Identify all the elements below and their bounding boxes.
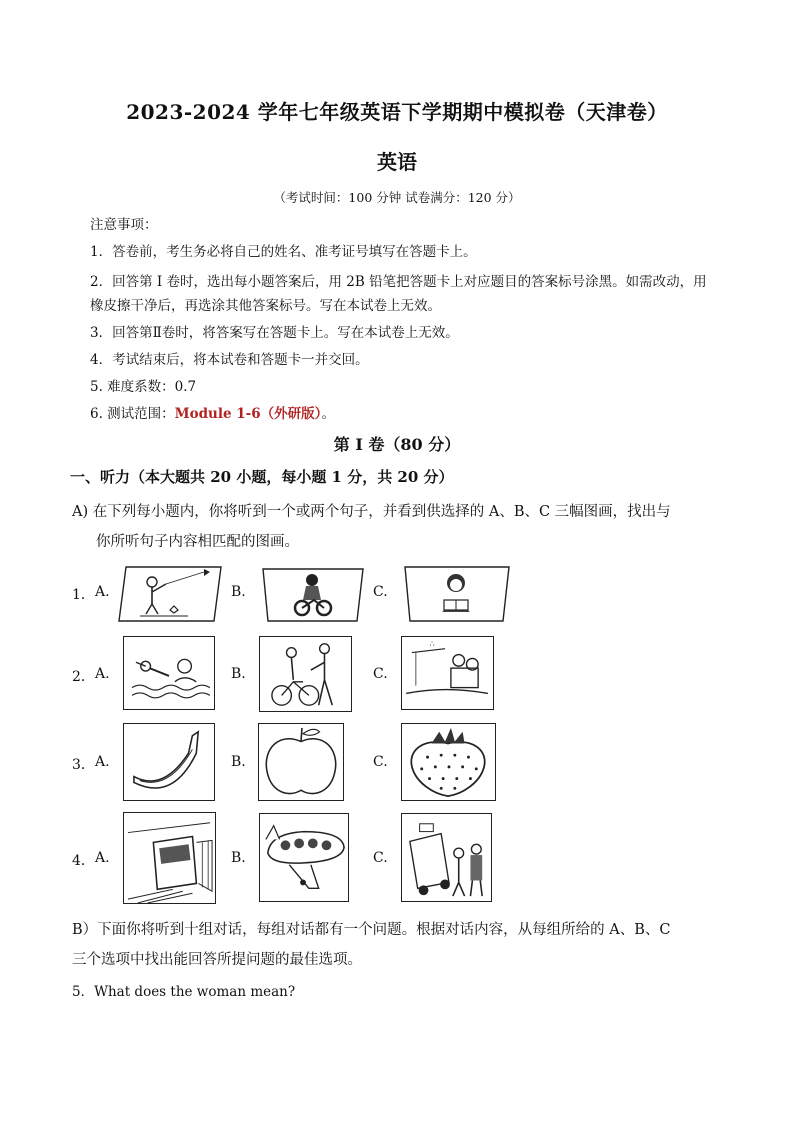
question-4-number: 4． bbox=[72, 853, 95, 869]
question-1-image-c[interactable] bbox=[404, 566, 510, 622]
question-2-option-b: B. bbox=[231, 666, 246, 682]
instruction-a-line2: 你所听句子内容相匹配的图画。 bbox=[96, 534, 299, 550]
cycling-icon bbox=[260, 637, 351, 711]
question-4-option-a: A. bbox=[95, 850, 110, 866]
question-4-image-a[interactable] bbox=[123, 812, 216, 904]
note-item-2-line1: 2．回答第 I 卷时，选出每小题答案后，用 2B 铅笔把答题卡上对应题目的答案标号涂黑。如需改动，用 bbox=[90, 274, 707, 290]
section-listening-title: 一、听力（本大题共 20 小题，每小题 1 分，共 20 分） bbox=[70, 468, 454, 486]
note-item-6 bbox=[90, 405, 335, 423]
question-3-number: 3． bbox=[72, 757, 95, 773]
part1-title: 第 I 卷（80 分） bbox=[333, 435, 461, 454]
question-1-image-a[interactable] bbox=[118, 566, 222, 622]
question-4-option-c: C. bbox=[373, 850, 388, 866]
airplane-icon bbox=[260, 814, 348, 901]
swimming-icon bbox=[124, 637, 214, 709]
question-1-number: 1． bbox=[72, 587, 95, 603]
question-3-image-a[interactable] bbox=[123, 723, 215, 801]
instruction-b-line1: B）下面你将听到十组对话，每组对话都有一个问题。根据对话内容，从每组所给的 A、B、C bbox=[72, 922, 671, 938]
note-item-4: 4．考试结束后，将本试卷和答题卡一并交回。 bbox=[90, 352, 369, 368]
taxi-icon bbox=[402, 814, 491, 901]
question-1-option-a: A. bbox=[95, 584, 110, 600]
note-item-3: 3．回答第Ⅱ卷时，将答案写在答题卡上。写在本试卷上无效。 bbox=[90, 325, 459, 341]
question-3-option-c: C. bbox=[373, 754, 388, 770]
motorcycle-rider-icon bbox=[262, 568, 364, 622]
question-1-image-b[interactable] bbox=[262, 568, 364, 622]
instruction-a-line1: A) 在下列每小题内，你将听到一个或两个句子，并看到供选择的 A、B、C 三幅图画，找出与 bbox=[72, 504, 671, 520]
train-icon bbox=[124, 813, 215, 903]
question-3-option-a: A. bbox=[95, 754, 110, 770]
note-item-5: 5. 难度系数：0.7 bbox=[90, 379, 197, 395]
apple-icon bbox=[259, 724, 343, 800]
exam-title: 2023-2024 学年七年级英语下学期期中模拟卷（天津卷） bbox=[126, 100, 668, 124]
banana-icon bbox=[124, 724, 214, 800]
question-3-image-b[interactable] bbox=[258, 723, 344, 801]
question-3-image-c[interactable] bbox=[401, 723, 496, 801]
question-4-image-c[interactable] bbox=[401, 813, 492, 902]
note-item-6-prefix: 6. 测试范围： bbox=[90, 406, 175, 422]
test-scope: Module 1-6（外研版） bbox=[174, 406, 322, 422]
question-3-option-b: B. bbox=[231, 754, 246, 770]
question-5: 5．What does the woman mean? bbox=[72, 984, 296, 1000]
kite-flying-icon bbox=[118, 566, 222, 622]
fishing-icon bbox=[402, 637, 493, 709]
question-2-image-c[interactable] bbox=[401, 636, 494, 710]
question-4-image-b[interactable] bbox=[259, 813, 349, 902]
note-item-2-line2: 橡皮擦干净后，再选涂其他答案标号。写在本试卷上无效。 bbox=[90, 298, 441, 314]
note-item-1: 1．答卷前，考生务必将自己的姓名、准考证号填写在答题卡上。 bbox=[90, 244, 477, 260]
question-2-image-a[interactable] bbox=[123, 636, 215, 710]
instruction-b-line2: 三个选项中找出能回答所提问题的最佳选项。 bbox=[72, 952, 362, 968]
question-1-option-b: B. bbox=[231, 584, 246, 600]
question-1-option-c: C. bbox=[373, 584, 388, 600]
reading-girl-icon bbox=[404, 566, 510, 622]
notes-heading: 注意事项： bbox=[90, 217, 158, 233]
subject-title: 英语 bbox=[377, 150, 417, 174]
note-item-6-suffix: 。 bbox=[321, 406, 335, 422]
strawberry-icon bbox=[402, 724, 495, 800]
question-2-image-b[interactable] bbox=[259, 636, 352, 712]
question-2-option-a: A. bbox=[95, 666, 110, 682]
question-2-number: 2． bbox=[72, 669, 95, 685]
question-4-option-b: B. bbox=[231, 850, 246, 866]
svg-text:∴: ∴ bbox=[429, 639, 435, 649]
exam-info: （考试时间：100 分钟 试卷满分：120 分） bbox=[273, 190, 521, 205]
question-2-option-c: C. bbox=[373, 666, 388, 682]
